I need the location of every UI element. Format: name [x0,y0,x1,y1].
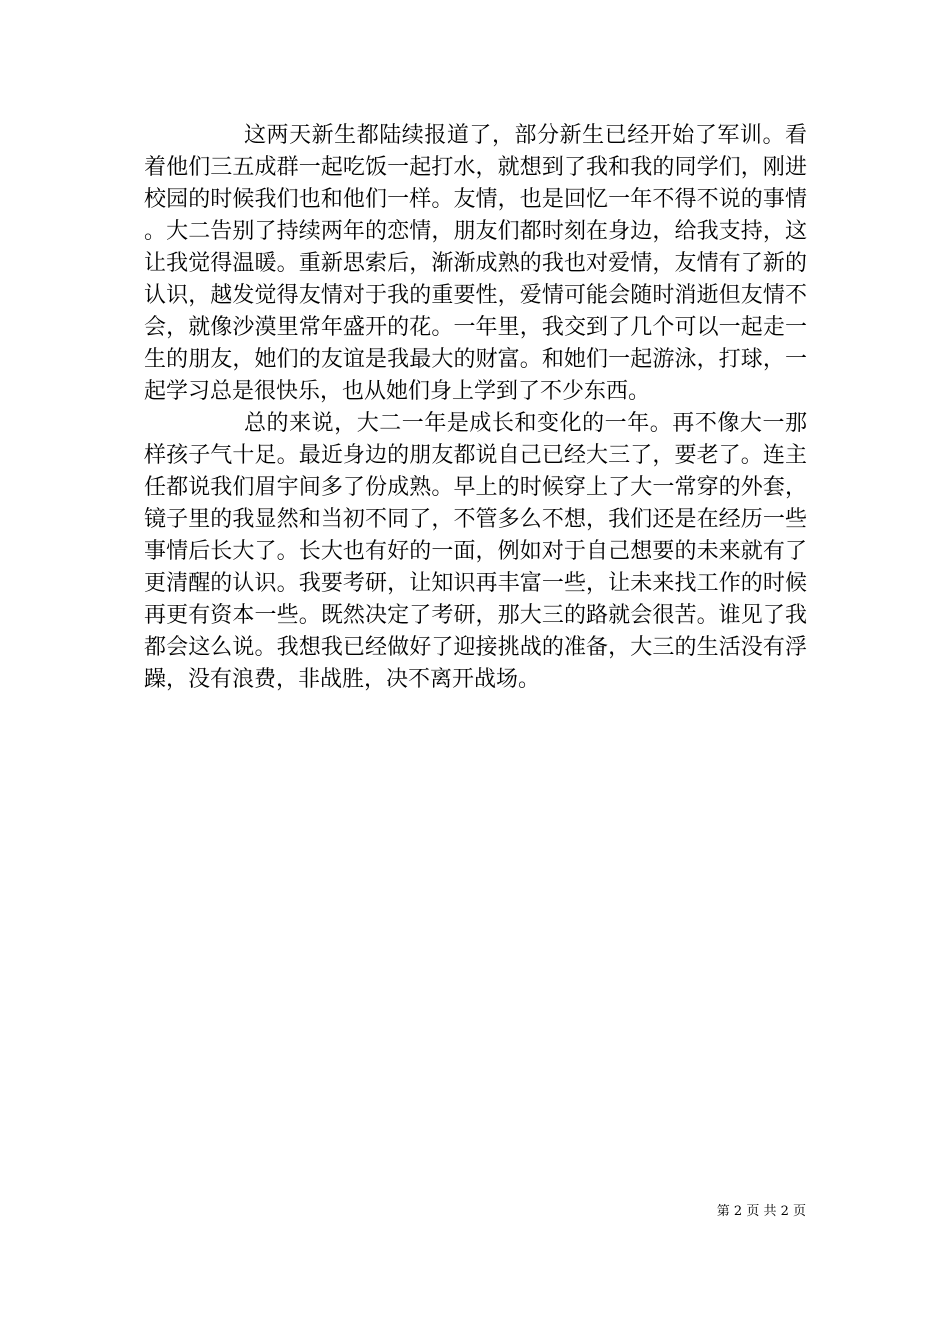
page-number-footer: 第 2 页 共 2 页 [716,1204,806,1219]
paragraph-friendship: 这两天新生都陆续报道了，部分新生已经开始了军训。看着他们三五成群一起吃饭一起打水，就想到了我和我的同学们，刚进校园的时候我们也和他们一样。友情，也是回忆一年不得不说的事情。大二告别了持续两年的恋情，朋友们都时刻在身边，给我支持，这让我觉得温暖。重新思索后，渐渐成熟的我也对爱情，友情有了新的认识，越发觉得友情对于我的重要性，爱情可能会随时消逝但友情不会，就像沙漠里常年盛开的花。一年里，我交到了几个可以一起走一生的朋友，她们的友谊是我最大的财富。和她们一起游泳，打球，一起学习总是很快乐，也从她们身上学到了不少东西。 [144,123,807,404]
body-text [144,120,807,696]
paragraph-growth: 总的来说，大二一年是成长和变化的一年。再不像大一那样孩子气十足。最近身边的朋友都说自己已经大三了，要老了。连主任都说我们眉宇间多了份成熟。早上的时候穿上了大一常穿的外套，镜子里的我显然和当初不同了，不管多么不想，我们还是在经历一些事情后长大了。长大也有好的一面，例如对于自己想要的未来就有了更清醒的认识。我要考研，让知识再丰富一些，让未来找工作的时候再更有资本一些。既然决定了考研，那大三的路就会很苦。谁见了我都会这么说。我想我已经做好了迎接挑战的准备，大三的生活没有浮躁，没有浪费，非战胜，决不离开战场。 [144,411,807,692]
